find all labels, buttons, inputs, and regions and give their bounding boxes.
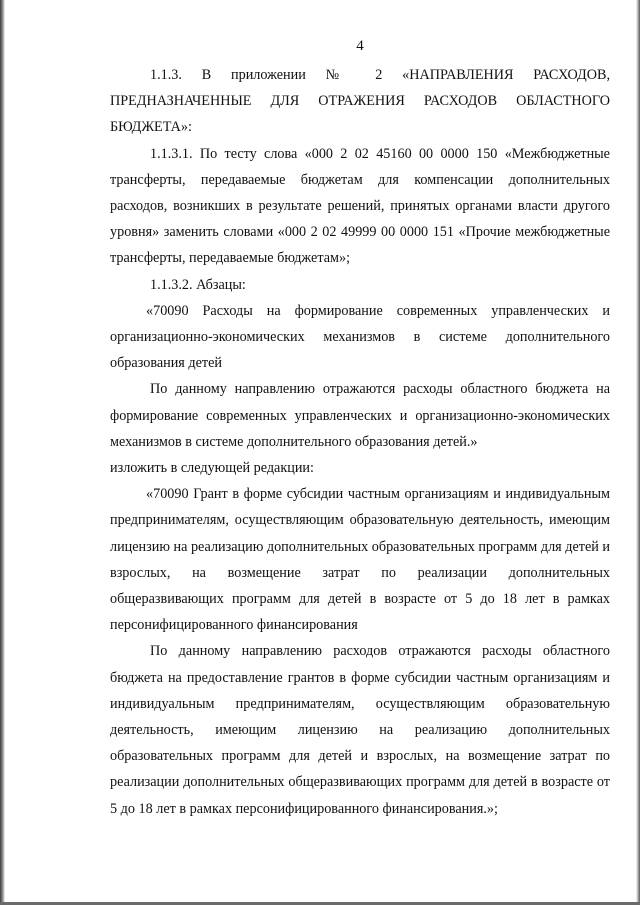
document-body <box>110 62 610 822</box>
paragraph-old-70090-title: «70090 Расходы на формирование современных управленческих и организационно-экономических механизмов в системе дополнительного образования детей <box>110 302 610 372</box>
paragraph-new-70090-title: «70090 Грант в форме субсидии частным организациям и индивидуальным предпринимателям, осуществляющим образовательную деятельность, имеющим лицензию на реализацию дополнительных образовательных программ для детей и взрослых, на возмещение затрат по реализации дополнительных общеразвивающих программ для детей в возрасте от 5 до 18 лет в рамках персонифицированного финансирования <box>110 486 610 634</box>
paragraph-1-1-3-1: 1.1.3.1. По тесту слова «000 2 02 45160 00 0000 150 «Межбюджетные трансферты, передаваемые бюджетам для компенсации дополнительных расходов, возникших в результате решений, принятых органами власти другого уровня» заменить словами «000 2 02 49999 00 0000 151 «Прочие межбюджетные трансферты, передаваемые бюджетам»; <box>110 145 610 267</box>
page-number: 4 <box>356 38 364 54</box>
page-edge-left <box>0 0 5 905</box>
paragraph-replace-instruction: изложить в следующей редакции: <box>110 460 314 477</box>
paragraph-1-1-3: 1.1.3. В приложении № 2 «НАПРАВЛЕНИЯ РАСХОДОВ, ПРЕДНАЗНАЧЕННЫЕ ДЛЯ ОТРАЖЕНИЯ РАСХОДОВ ОБЛАСТНОГО БЮДЖЕТА»: <box>110 67 610 136</box>
paragraph-1-1-3-2: 1.1.3.2. Абзацы: <box>150 276 246 293</box>
page-edge-right <box>636 0 640 905</box>
paragraph-new-70090-description: По данному направлению расходов отражаются расходы областного бюджета на предоставление грантов в форме субсидии частным организациям и индивидуальным предпринимателям, осуществляющим образовательную деятельность, имеющим лицензию на реализацию дополнительных образовательных программ для детей и взрослых, на возмещение затрат по реализации дополнительных общеразвивающих программ для детей в возрасте от 5 до 18 лет в рамках персонифицированного финансирования.»; <box>110 643 610 817</box>
paragraph-old-70090-description: По данному направлению отражаются расходы областного бюджета на формирование современных управленческих и организационно-экономических механизмов в системе дополнительного образования детей.» <box>110 381 610 450</box>
